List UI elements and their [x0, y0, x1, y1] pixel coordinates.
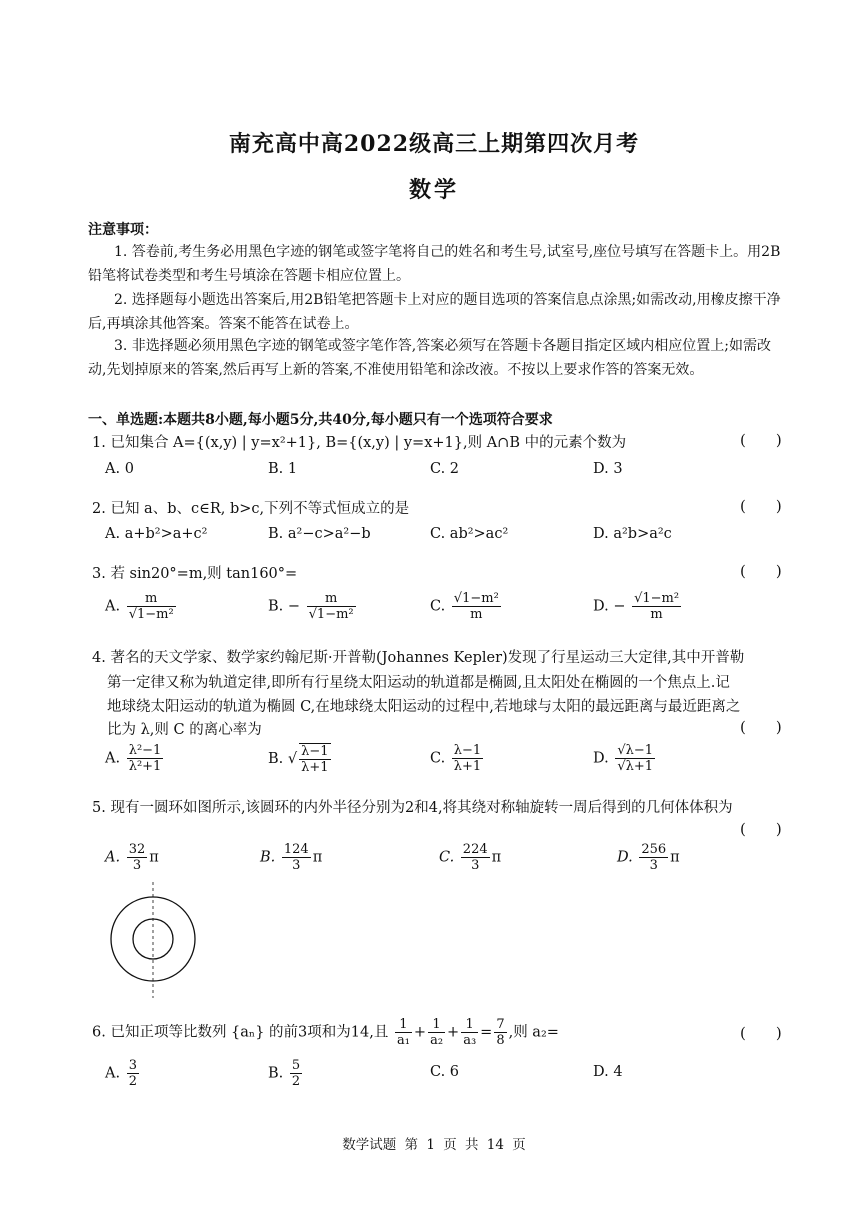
answer-paren-6: ( )	[740, 1024, 782, 1042]
note-item-2: 2. 选择题每小题选出答案后,用2B铅笔把答题卡上对应的题目选项的答案信息点涂黑;如需改动,用橡皮擦干净后,再填涂其他答案。答案不能答在试卷上。	[88, 292, 781, 332]
q1-option-c: C. 2	[430, 461, 460, 477]
q1-option-b: B. 1	[268, 461, 298, 477]
q5-option-c: C. $\frac{224}{3}$ π	[439, 842, 502, 873]
q4-option-b: B. √ $\frac{\lambda-1}{\lambda+1}$	[268, 744, 329, 775]
q4-option-d: D. $\frac{√\lambda-1}{√\lambda+1}$	[593, 743, 654, 774]
q5-option-a: A. $\frac{32}{3}$ π	[105, 842, 159, 873]
q1-option-d: D. 3	[593, 461, 623, 477]
q4-option-a: A. $\frac{\text{λ²−1}}{\text{λ²+1}}$	[105, 743, 162, 774]
question-4-line-4: 比为 λ,则 C 的离心率为	[107, 722, 262, 738]
question-4-line-1: 4. 著名的天文学家、数学家约翰尼斯·开普勒(Johannes Kepler)发现了行星运动三大定律,其中开普勒	[92, 650, 745, 666]
q6-option-c: C. 6	[430, 1064, 460, 1080]
q6-option-b: B. $\frac{5}{2}$	[268, 1058, 301, 1089]
q3-option-a: A. $\frac{m}{\text{√1−m²}}$	[105, 591, 174, 622]
question-4-line-2: 第一定律又称为轨道定律,即所有行星绕太阳运动的轨道都是椭圆,且太阳处在椭圆的一个焦点上.记	[107, 675, 730, 691]
q1-option-a: A. 0	[105, 461, 134, 477]
exam-title: 南充高中高2022级高三上期第四次月考	[228, 131, 640, 157]
notes-heading: 注意事项：	[88, 222, 158, 238]
q3-option-d: D. − $\frac{\text{√1−m²}}{m}$	[593, 591, 680, 622]
page-footer: 数学试题 第 1 页 共 14 页	[342, 1137, 526, 1153]
q6-option-a: A. $\frac{3}{2}$	[105, 1058, 137, 1089]
q2-option-c: C. ab²>ac²	[430, 526, 509, 542]
question-4-line-3: 地球绕太阳运动的轨道为椭圆 C,在地球绕太阳运动的过程中,若地球与太阳的最远距离与最近距离之	[107, 699, 741, 715]
question-1-stem: 1. 已知集合 A={(x,y) | y=x²+1}, B={(x,y) | y=x+1},则 A∩B 中的元素个数为	[92, 435, 627, 451]
q4-option-c: C. $\frac{\lambda-1}{\lambda+1}$	[430, 743, 482, 774]
answer-paren-3: ( )	[740, 562, 782, 580]
answer-paren-4: ( )	[740, 718, 782, 736]
question-3-stem: 3. 若 sin20°=m,则 tan160°=	[92, 566, 298, 582]
q5-option-d: D. $\frac{256}{3}$ π	[617, 842, 680, 873]
q2-option-a: A. a+b²>a+c²	[105, 526, 208, 542]
ring-figure	[100, 880, 210, 1000]
q2-option-b: B. a²−c>a²−b	[268, 526, 371, 542]
q2-option-d: D. a²b>a²c	[593, 526, 672, 542]
subject-title: 数学	[408, 177, 459, 203]
answer-paren-1: ( )	[740, 431, 782, 449]
section-heading: 一、单选题:本题共8小题,每小题5分,共40分,每小题只有一个选项符合要求	[88, 412, 553, 428]
answer-paren-5: ( )	[740, 820, 782, 838]
note-item-3: 3. 非选择题必须用黑色字迹的钢笔或签字笔作答,答案必须写在答题卡各题目指定区域内相应位置上;如需改动,先划掉原来的答案,然后再写上新的答案,不准使用铅笔和涂改液。不按以上要求作答的答案无效。	[88, 338, 771, 378]
question-2-stem: 2. 已知 a、b、c∈R, b>c,下列不等式恒成立的是	[92, 501, 410, 517]
q6-option-d: D. 4	[593, 1064, 623, 1080]
q5-option-b: B. $\frac{124}{3}$ π	[260, 842, 323, 873]
q3-option-c: C. $\frac{\text{√1−m²}}{m}$	[430, 591, 499, 622]
question-6-stem: 6. 已知正项等比数列 {aₙ} 的前3项和为14,且 $\frac{1}{\text{a₁}}$ + $\frac{1}{\text{a₂}}$ + $\frac{1}{\text{a₃}}$ = $\frac{7}{8}$ ,则 a₂=	[92, 1017, 559, 1048]
note-item-1: 1. 答卷前,考生务必用黑色字迹的钢笔或签字笔将自己的姓名和考生号,试室号,座位号填写在答题卡上。用2B铅笔将试卷类型和考生号填涂在答题卡相应位置上。	[88, 244, 781, 284]
question-5-stem: 5. 现有一圆环如图所示,该圆环的内外半径分别为2和4,将其绕对称轴旋转一周后得到的几何体体积为	[92, 800, 733, 816]
answer-paren-2: ( )	[740, 497, 782, 515]
q3-option-b: B. − $\frac{m}{\text{√1−m²}}$	[268, 591, 354, 622]
